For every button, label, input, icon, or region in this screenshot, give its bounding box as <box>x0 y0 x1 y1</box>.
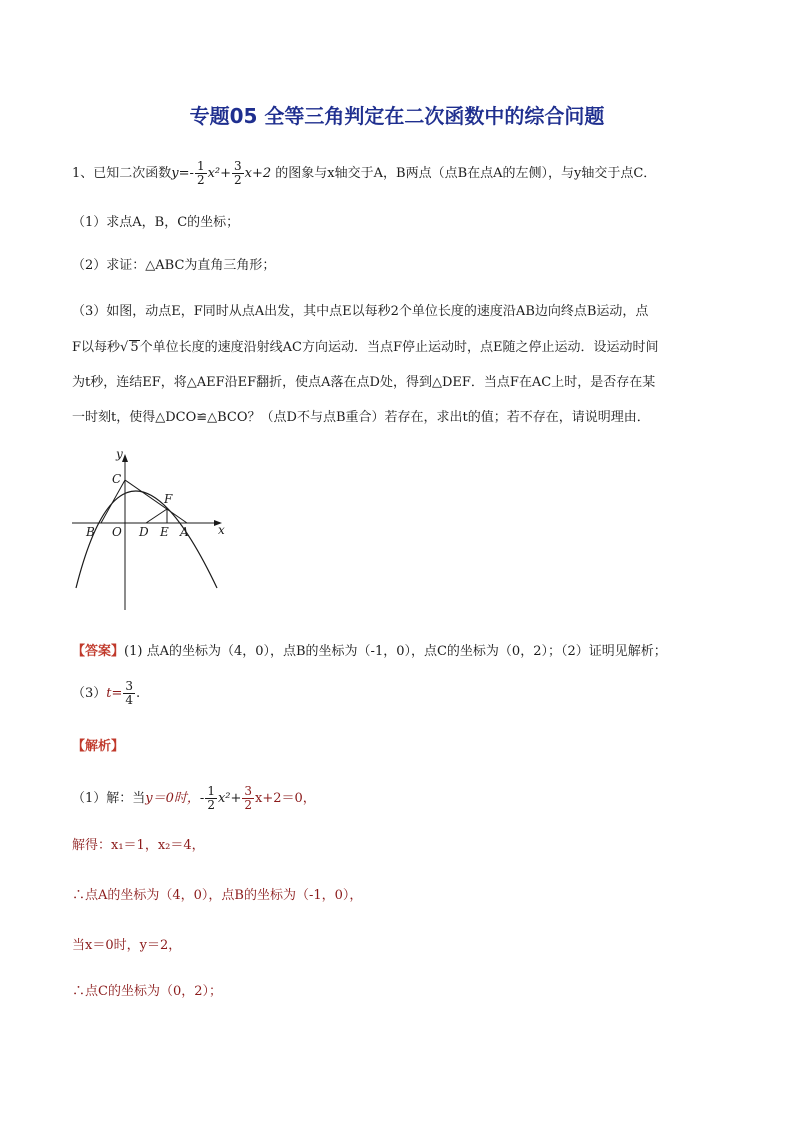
problem-intro <box>72 160 732 187</box>
answer-tag: 【答案】 <box>72 644 125 659</box>
label-x: x <box>218 523 225 537</box>
analysis-step-3: ∴点A的坐标为（4，0），点B的坐标为（-1，0）， <box>72 888 363 903</box>
label-b: B <box>86 525 95 539</box>
label-e: E <box>160 525 169 539</box>
step1-fraction-2-den: 2 <box>244 798 253 812</box>
label-y: y <box>116 447 123 461</box>
answer-fraction <box>123 680 135 707</box>
label-a: A <box>180 525 189 539</box>
intro-rest: 的图象与x轴交于A，B两点（点B在点A的左侧），与y轴交于点C． <box>275 166 657 181</box>
fraction-2-den: 2 <box>234 173 242 187</box>
step1-fraction-1 <box>205 785 217 812</box>
answer-line-2 <box>72 680 732 707</box>
q3-line2-pre: F以每秒 <box>72 340 121 355</box>
analysis-step-4: 当x＝0时，y＝2， <box>72 938 182 953</box>
y-axis-arrow <box>122 454 128 462</box>
fraction-1-den: 2 <box>196 173 205 187</box>
fraction-2 <box>232 160 244 187</box>
step1-neg: - <box>199 791 205 806</box>
question-1: （1）求点A，B，C的坐标； <box>72 215 240 230</box>
step1-cond: y＝0时， <box>145 791 200 806</box>
question-3-line-3: 为t秒，连结EF，将△AEF沿EF翻折，使点A落在点D处，得到△DEF．当点F在AC上时，是否存在某 <box>72 375 656 390</box>
step1-pre: （1）解：当 <box>72 791 146 806</box>
question-3-line-1: （3）如图，动点E，F同时从点A出发，其中点E以每秒2个单位长度的速度沿AB边向终点B运动，点 <box>72 304 649 319</box>
label-d: D <box>139 525 149 539</box>
answer-fraction-den: 4 <box>125 693 134 707</box>
analysis-tag: 【解析】 <box>72 739 125 754</box>
segment-df <box>146 509 167 523</box>
sqrt-value: 5 <box>130 340 139 355</box>
step1-x2: x²+ <box>217 791 242 806</box>
fraction-1-num: 1 <box>196 159 205 173</box>
q3-line2-post: 个单位长度的速度沿射线AC方向运动．当点F停止运动时，点E随之停止运动．设运动时间 <box>139 340 659 355</box>
label-o: O <box>112 525 122 539</box>
step1-fraction-2 <box>242 785 254 812</box>
step1-fraction-2-num: 3 <box>244 784 253 798</box>
label-f: F <box>164 492 173 506</box>
parabola-figure <box>62 440 242 620</box>
question-3-line-4: 一时刻t，使得△DCO≌△BCO？（点D不与点B重合）若存在，求出t的值；若不存在，请说明理由． <box>72 410 650 425</box>
answer-fraction-num: 3 <box>125 679 134 693</box>
step1-fraction-1-num: 1 <box>207 784 215 798</box>
intro-eq: =- <box>178 166 194 181</box>
answer-t-eq: t= <box>106 686 123 701</box>
fraction-1 <box>195 160 207 187</box>
label-c: C <box>112 472 122 486</box>
fraction-2-num: 3 <box>234 159 242 173</box>
answer-text-1: (1) 点A的坐标为（4，0），点B的坐标为（-1，0），点C的坐标为（0，2）；（2）证明见解析； <box>124 644 667 659</box>
intro-y: y <box>171 166 179 181</box>
x-plus-2: x+2 <box>244 166 272 181</box>
page-title: 专题05 全等三角判定在二次函数中的综合问题 <box>189 104 605 128</box>
answer-line2-post: . <box>136 686 141 701</box>
question-3-line-2 <box>72 338 732 358</box>
analysis-step-2: 解得：x₁＝1，x₂＝4， <box>72 838 205 853</box>
sqrt-symbol: √ <box>120 340 129 355</box>
parabola-curve <box>76 491 217 588</box>
intro-prefix: 1、已知二次函数 <box>72 166 172 181</box>
question-2: （2）求证：△ABC为直角三角形； <box>72 258 276 273</box>
answer-line2-pre: （3） <box>72 686 107 701</box>
x-squared: x²+ <box>207 166 232 181</box>
answer-line-1 <box>72 642 732 662</box>
analysis-step-5: ∴点C的坐标为（0，2）； <box>72 984 222 999</box>
step1-fraction-1-den: 2 <box>207 798 215 812</box>
analysis-step-1 <box>72 785 732 812</box>
step1-rest: x+2＝0， <box>255 791 316 806</box>
segment-cb <box>101 480 125 523</box>
